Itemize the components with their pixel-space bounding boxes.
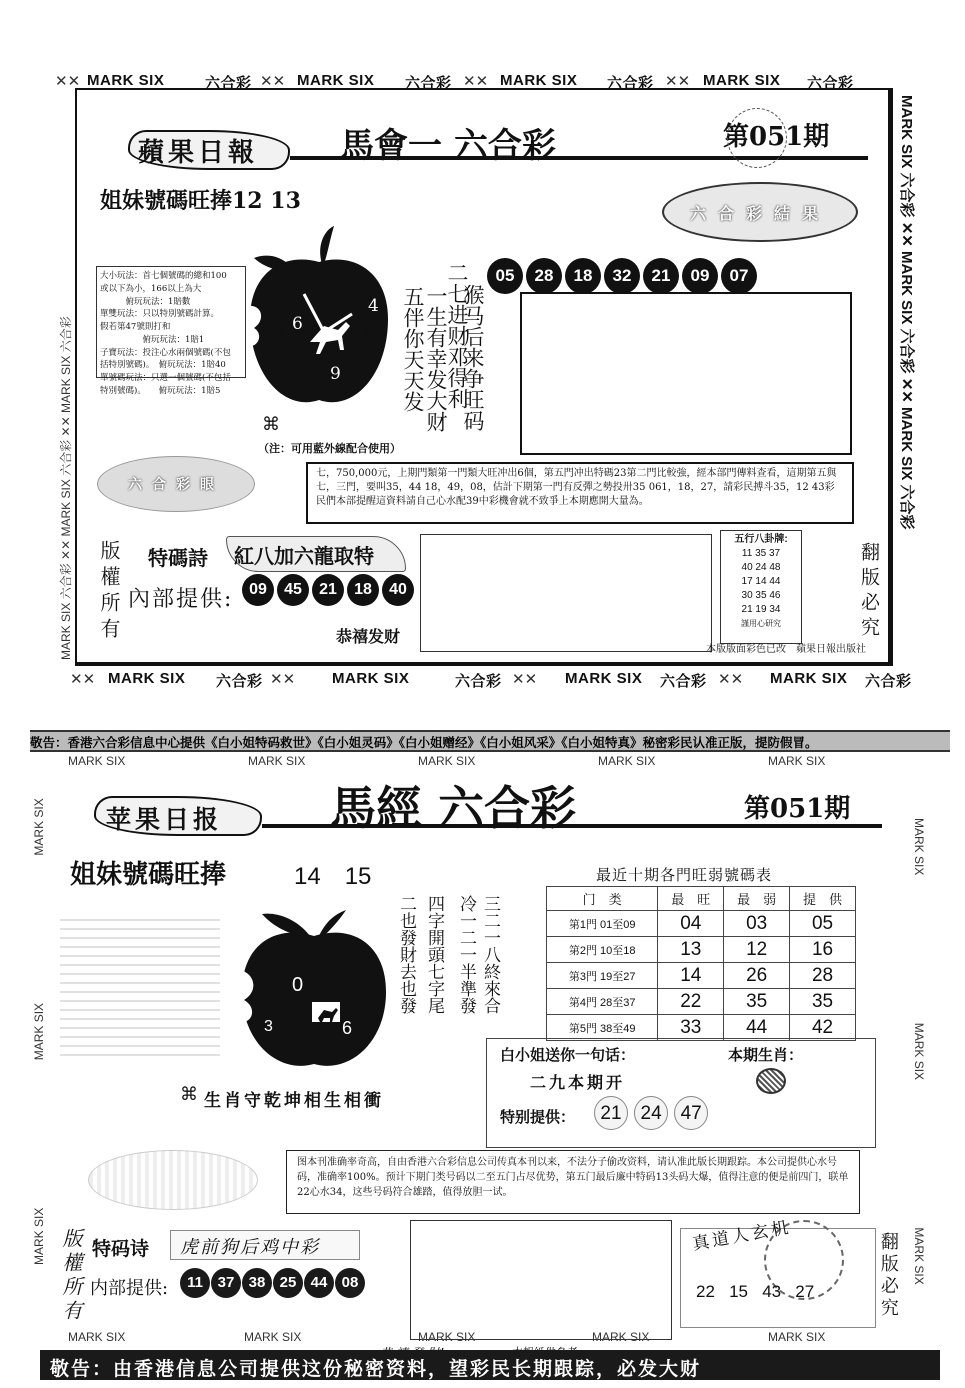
watermark: MARK SIX [68,754,126,768]
watermark: MARK SIX [418,754,476,768]
table-cell: 13 [658,937,724,963]
brand-mark: 六合彩 [898,172,915,218]
table-cell: 35 [790,989,856,1015]
wuxing-row: 17 14 44 [741,576,781,587]
special-ball: 47 [674,1096,708,1130]
clock-number: 4 [368,296,379,316]
bottom-page [0,720,965,1388]
copyright: 版權所有 [59,1228,83,1324]
watermark: MARK SIX [703,72,781,89]
watermark: MARK SIX [32,1207,46,1265]
bottom-watermark-row [68,754,888,770]
dao-num: 27 [795,1282,815,1301]
poem-column: 二七进财邓得利 [445,262,470,409]
brand-mark: 六合彩 [455,673,502,690]
rule-line: 大小玩法：首七個號碼的總和100 [100,271,227,281]
wuxing-row: 21 19 34 [741,604,781,615]
clock-number: 6 [342,1018,353,1038]
watermark: MARK SIX [59,479,73,537]
notice-text: 图本刊准确率奇高，自由香港六合彩信息公司传真本刊以来，不法分子偷改资料，请认准此版长期跟踪。本公司提供心水号码，准确率100%。预计下期门类号码以二至五门占尽优势，第五门最后廉中特码13头码大爆，值得注意的便是前四门，联单22心水34，这些号码符合雄踏，值得放胆一试。 [297,1157,849,1198]
watermark: MARK SIX [770,670,848,687]
table-row [547,963,856,989]
sisters-nums: 14 15 [294,863,372,890]
clock-number: 0 [292,974,304,996]
empty-box-2 [420,534,712,652]
ball: 38 [242,1268,272,1298]
watermark: MARK SIX [592,1330,650,1344]
top-watermark-row: ✕✕ MARK SIX 六合彩 ✕✕ MARK SIX 六合彩 ✕✕ MARK SIX 六合彩 ✕✕ MARK SIX 六合彩 [55,72,854,92]
watermark: MARK SIX [912,1022,926,1081]
table-header: 最 旺 [658,887,724,911]
ball: 32 [604,258,640,294]
ball: 09 [682,258,718,294]
dao-num: 15 [729,1282,749,1301]
table-row [547,937,856,963]
watermark: MARK SIX [898,251,915,325]
rule-line: 子寶玩法：投注心水兩個號碼(不包 [100,347,231,358]
top-watermark-row-bottom: ✕✕ MARK SIX 六合彩 ✕✕ MARK SIX 六合彩 ✕✕ MARK SIX 六合彩 ✕✕ MARK SIX 六合彩 [70,670,912,690]
ball: 25 [273,1268,303,1298]
watermark: MARK SIX [768,1330,826,1344]
wuxing-foot: 謹用心研究 [741,619,781,628]
shengxiao: 生肖守乾坤相生相衝 [204,1091,384,1111]
special-label: 特别提供： [500,1108,576,1126]
empty-box [520,292,852,455]
wuxing-row: 11 35 37 [741,548,781,559]
fanban: 翻版必究 [877,1232,899,1320]
ball: 07 [721,258,757,294]
ball: 08 [335,1268,365,1298]
watermark: MARK SIX [32,1002,46,1061]
paper-name: 苹果日报 [106,805,223,834]
inner-balls [180,1268,366,1298]
poem: 虎前狗后鸡中彩 [180,1237,320,1258]
ball: 28 [526,258,562,294]
special-ball: 24 [634,1096,668,1130]
rule-line: 單雙玩法：只以特別號碼計算。 [100,309,220,320]
notice-box [286,1150,860,1214]
ball: 18 [565,258,601,294]
ball: 40 [382,574,414,606]
table-cell: 第2門 10至18 [547,937,658,963]
seal-eye [97,456,255,512]
paper-name: 蘋果日報 [138,138,259,168]
watermark: MARK SIX [500,72,578,89]
watermark: MARK SIX [59,355,73,413]
table-cell: 42 [790,1015,856,1041]
table-row [547,989,856,1015]
brand-mark: 六合彩 [205,75,252,92]
uv-icon: ⌘ [262,414,280,435]
poem-label: 特碼詩 [148,546,208,570]
table-title: 最近十期各門旺弱號碼表 [596,866,773,884]
watermark: MARK SIX [32,798,46,856]
rule-line: 假若第47號則打和 [100,322,171,332]
watermark: MARK SIX [108,670,186,687]
table-cell: 14 [658,963,724,989]
table-cell: 35 [724,989,790,1015]
poem-label: 特码诗 [92,1238,150,1260]
table-cell: 第1門 01至09 [547,911,658,937]
apple-leaf [320,226,334,264]
sisters-label: 姐妹號碼旺捧 [70,860,227,890]
notice-box [306,462,854,524]
watermark: MARK SIX [59,602,73,660]
poem-column: 五伴你天天发 [401,286,426,412]
rule-line: 俯玩玩法：1賠1 [100,334,205,345]
wuxing-box [720,530,802,644]
dao-num: 43 [762,1282,782,1301]
poem-column: 猴马后来争旺码 [461,284,486,431]
seal-eye-text: 六合彩眼 [128,477,224,493]
ball: 21 [312,574,344,606]
brand-mark: 六合彩 [59,439,73,476]
dao-label: 真道人玄机 [690,1217,793,1255]
watermark: MARK SIX [68,1330,126,1344]
headline: 馬會一 六合彩 [340,126,556,166]
brand-mark: 六合彩 [216,673,263,690]
watermark: MARK SIX [898,95,915,169]
rule-line: 括特別號碼)。 俯玩玩法：1賠40 [100,360,226,371]
watermark: MARK SIX [418,1330,476,1344]
apple-shape [242,933,386,1066]
warning-bottom-bar [40,1350,940,1380]
table-cell: 第5門 38至49 [547,1015,658,1041]
warning-bottom: 敬告：由香港信息公司提供这份秘密资料，望彩民长期跟踪，必发大财 [50,1358,702,1380]
wuxing-row: 30 35 46 [741,590,781,601]
copyright: 版權所有 [97,540,121,644]
brand-mark: 六合彩 [59,563,73,600]
brand-mark: 六合彩 [898,328,915,374]
seal-text: 六合彩結果 [689,203,830,223]
notice-text: 七，750,000元，上期門類第一門類大旺冲出6個，第五門冲出特碼23第二門比較強，經本部門傳料查看，這期第五與七，三門，要叫35，44 18，49，08，估計下期第一門有反彈之勢投卅35 061，18，27，請彩民搏斗35，12 43彩民們本部提醒這資料請自己心水配39中彩機會就不致爭上本期應開大量為。 [316,468,837,507]
table-cell: 04 [658,911,724,937]
watermark: MARK SIX [565,670,643,687]
table-header-row [547,887,856,911]
brand-mark: 六合彩 [59,316,73,353]
wuxing-row: 40 24 48 [741,562,781,573]
watermark: MARK SIX [768,754,826,768]
inner-label: 內部提供: [128,587,234,612]
ball: 05 [487,258,523,294]
apple-leaf-2 [254,256,292,271]
ball: 37 [211,1268,241,1298]
faded-seal [88,1150,258,1210]
top-footer: 本版版面彩色已改 蘋果日報出版社 [706,644,866,655]
poem-column: 冷一二一半準發 [456,895,477,1014]
brand-mark: 六合彩 [807,75,854,92]
watermark: MARK SIX [87,72,165,89]
shengxiao-icon: ⌘ [180,1084,198,1105]
miss-phrase: 二九本期开 [530,1073,626,1092]
sisters-label: 姐妹號碼旺捧12 13 [100,188,301,214]
table-cell: 第4門 28至37 [547,989,658,1015]
poem: 紅八加六龍取特 [234,544,374,568]
stamp-circle [727,108,787,168]
brand-mark: 六合彩 [405,75,452,92]
ball: 21 [643,258,679,294]
hot-cold-table [546,886,856,1041]
table-header: 门 类 [547,887,658,911]
inner-label: 内部提供: [90,1278,169,1299]
rule-line: 單號碼玩法：只選一個號碼(不包括 [100,373,231,383]
watermark: MARK SIX [912,1227,926,1285]
congrats: 恭禧发财 [336,627,401,646]
poem-column: 三二一八終來合 [480,895,501,1014]
uv-note: （注：可用藍外線配合使用） [258,442,401,455]
watermark: MARK SIX [244,1330,302,1344]
rule-line: 或以下為小，166以上為大 [100,283,202,294]
brand-mark: 六合彩 [660,673,707,690]
faded-rules [60,912,220,1062]
right-vertical-watermark: MARK SIX 六合彩 ✕✕ MARK SIX 六合彩 ✕✕ MARK SIX 六合彩 [898,95,915,530]
clock-number: 6 [292,314,303,334]
table-cell: 26 [724,963,790,989]
table-cell: 12 [724,937,790,963]
issue-number: 第051期 [723,122,830,152]
clock-number: 9 [330,364,341,384]
watermark: MARK SIX [898,407,915,481]
table-row [547,1015,856,1041]
table-cell: 22 [658,989,724,1015]
left-watermark [30,798,46,1265]
poem-column: 二也發財去也發 [396,895,417,1014]
rule-line: 俯玩玩法：1賠數 [100,296,191,307]
result-seal [662,182,858,242]
watermark: MARK SIX [248,754,306,768]
zodiac-label: 本期生肖： [728,1046,804,1064]
table-cell: 28 [790,963,856,989]
wuxing-title: 五行八卦牌: [734,534,788,545]
rules-box [96,266,246,396]
ball: 44 [304,1268,334,1298]
watermark: MARK SIX [297,72,375,89]
dao-num: 22 [696,1282,715,1301]
left-vertical-watermark: MARK SIX 六合彩 ✕✕ MARK SIX 六合彩 ✕✕ MARK SIX 六合彩 [59,316,73,660]
apple-clock-graphic [236,900,392,1076]
zodiac-icon [756,1068,786,1094]
table-cell: 33 [658,1015,724,1041]
poem-column: 一生有幸发大财 [424,285,449,432]
watermark: MARK SIX [912,818,926,876]
empty-box [410,1220,672,1340]
dao-nums [696,1282,814,1302]
issue-number: 第051期 [744,794,851,824]
watermark: MARK SIX [598,754,656,768]
table-cell: 05 [790,911,856,937]
ball: 11 [180,1268,210,1298]
poem-column: 四字開頭七字尾 [424,895,445,1014]
table-cell: 44 [724,1015,790,1041]
special-ball: 21 [594,1096,628,1130]
warning-top: 敬告：香港六合彩信息中心提供《白小姐特码救世》《白小姐灵码》《白小姐赠经》《白小姐风采》《白小姐特真》秘密彩民认准正版，提防假冒。 [30,735,818,750]
table-cell: 16 [790,937,856,963]
fanban: 翻版必究 [857,542,880,642]
right-watermark [912,818,928,1285]
rule-line: 特別號碼)。 俯玩玩法：1賠5 [100,385,221,396]
miss-label: 白小姐送你一句话： [500,1046,636,1064]
table-cell: 03 [724,911,790,937]
brand-mark: 六合彩 [898,484,915,530]
brand-mark: 六合彩 [607,75,654,92]
table-cell: 第3門 19至27 [547,963,658,989]
warning-top-bar [30,730,950,752]
ball: 09 [242,574,274,606]
table-row [547,911,856,937]
headline: 馬經 六合彩 [330,781,577,835]
table-header: 最 弱 [724,887,790,911]
watermark: MARK SIX [332,670,410,687]
apple-clock-graphic [244,224,394,416]
inner-balls [242,574,417,606]
clock-number: 3 [264,1018,273,1035]
ball: 18 [347,574,379,606]
table-header: 提 供 [790,887,856,911]
ball: 45 [277,574,309,606]
brand-mark: 六合彩 [865,673,912,690]
special-nums [594,1096,709,1130]
result-balls [487,258,760,294]
